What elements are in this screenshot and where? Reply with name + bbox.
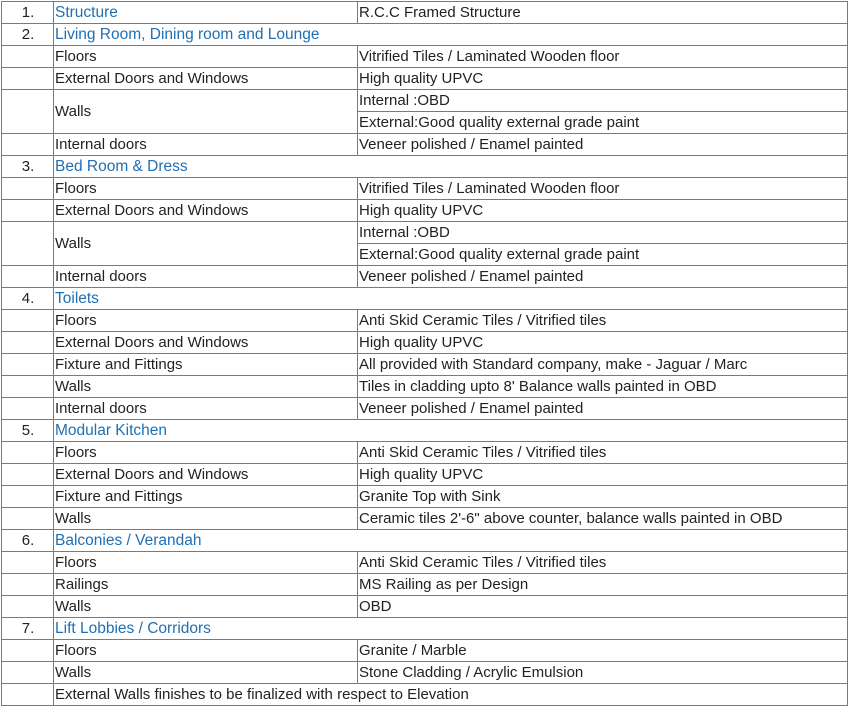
item-label: Floors [54,552,358,574]
table-row [2,640,848,662]
table-row [2,200,848,222]
empty-cell [2,354,54,376]
empty-cell [2,662,54,684]
item-label: Floors [54,640,358,662]
empty-cell [2,178,54,200]
table-row [2,376,848,398]
item-value: Internal :OBD [358,90,848,112]
section-value: R.C.C Framed Structure [358,2,848,24]
section-header-row [2,24,848,46]
section-number: 3. [2,156,54,178]
table-row [2,398,848,420]
empty-cell [2,266,54,288]
section-title: Living Room, Dining room and Lounge [54,24,848,46]
section-title: Structure [54,2,358,24]
table-row [2,508,848,530]
table-row [2,178,848,200]
item-label: External Doors and Windows [54,200,358,222]
empty-cell [2,640,54,662]
empty-cell [2,134,54,156]
table-row [2,90,848,112]
item-label: Floors [54,178,358,200]
empty-cell [2,464,54,486]
table-row [2,442,848,464]
item-label: Internal doors [54,398,358,420]
empty-cell [2,574,54,596]
section-header-row [2,288,848,310]
table-row [2,574,848,596]
table-row [2,68,848,90]
empty-cell [2,46,54,68]
table-row [2,134,848,156]
footer-note: External Walls finishes to be finalized with respect to Elevation [54,684,848,706]
item-value: High quality UPVC [358,200,848,222]
specifications-table [1,1,848,706]
table-row [2,354,848,376]
item-label: Walls [54,662,358,684]
item-value: All provided with Standard company, make - Jaguar / Marc [358,354,848,376]
table-row [2,46,848,68]
section-number: 6. [2,530,54,552]
item-value: High quality UPVC [358,464,848,486]
table-row [2,266,848,288]
empty-cell [2,442,54,464]
section-header-row [2,156,848,178]
section-title: Modular Kitchen [54,420,848,442]
table-row [2,222,848,244]
item-value: Ceramic tiles 2'-6" above counter, balance walls painted in OBD [358,508,848,530]
table-row [2,486,848,508]
empty-cell [2,310,54,332]
empty-cell [2,68,54,90]
section-header-row [2,618,848,640]
item-label: Internal doors [54,134,358,156]
table-row [2,596,848,618]
empty-cell [2,332,54,354]
item-value: External:Good quality external grade paint [358,244,848,266]
section-number: 7. [2,618,54,640]
item-label: Floors [54,46,358,68]
item-label: Fixture and Fittings [54,354,358,376]
item-label: External Doors and Windows [54,68,358,90]
section-number: 4. [2,288,54,310]
item-value: Granite Top with Sink [358,486,848,508]
empty-cell [2,508,54,530]
item-label: Walls [54,90,358,134]
item-value: Veneer polished / Enamel painted [358,134,848,156]
item-label: Floors [54,442,358,464]
item-value: External:Good quality external grade paint [358,112,848,134]
item-label: Walls [54,508,358,530]
table-row [2,464,848,486]
section-title: Bed Room & Dress [54,156,848,178]
empty-cell [2,398,54,420]
table-row [2,332,848,354]
section-number: 5. [2,420,54,442]
section-number: 2. [2,24,54,46]
item-value: Vitrified Tiles / Laminated Wooden floor [358,178,848,200]
item-label: Walls [54,596,358,618]
footer-row [2,684,848,706]
section-header-row [2,2,848,24]
empty-cell [2,222,54,266]
item-label: Walls [54,376,358,398]
item-value: High quality UPVC [358,68,848,90]
item-value: Veneer polished / Enamel painted [358,266,848,288]
item-value: Tiles in cladding upto 8' Balance walls painted in OBD [358,376,848,398]
item-label: Internal doors [54,266,358,288]
table-row [2,310,848,332]
item-label: External Doors and Windows [54,332,358,354]
item-label: Walls [54,222,358,266]
section-title: Lift Lobbies / Corridors [54,618,848,640]
item-label: External Doors and Windows [54,464,358,486]
empty-cell [2,684,54,706]
item-value: MS Railing as per Design [358,574,848,596]
item-label: Floors [54,310,358,332]
item-value: Anti Skid Ceramic Tiles / Vitrified tiles [358,552,848,574]
item-value: Anti Skid Ceramic Tiles / Vitrified tiles [358,310,848,332]
section-title: Toilets [54,288,848,310]
empty-cell [2,486,54,508]
section-header-row [2,420,848,442]
empty-cell [2,596,54,618]
item-value: Internal :OBD [358,222,848,244]
section-number: 1. [2,2,54,24]
item-value: OBD [358,596,848,618]
empty-cell [2,200,54,222]
item-value: Vitrified Tiles / Laminated Wooden floor [358,46,848,68]
item-value: High quality UPVC [358,332,848,354]
table-row [2,662,848,684]
item-value: Veneer polished / Enamel painted [358,398,848,420]
empty-cell [2,552,54,574]
section-title: Balconies / Verandah [54,530,848,552]
section-header-row [2,530,848,552]
item-label: Railings [54,574,358,596]
item-value: Granite / Marble [358,640,848,662]
item-label: Fixture and Fittings [54,486,358,508]
item-value: Stone Cladding / Acrylic Emulsion [358,662,848,684]
table-row [2,552,848,574]
specifications-body [2,2,848,706]
item-value: Anti Skid Ceramic Tiles / Vitrified tiles [358,442,848,464]
empty-cell [2,90,54,134]
empty-cell [2,376,54,398]
